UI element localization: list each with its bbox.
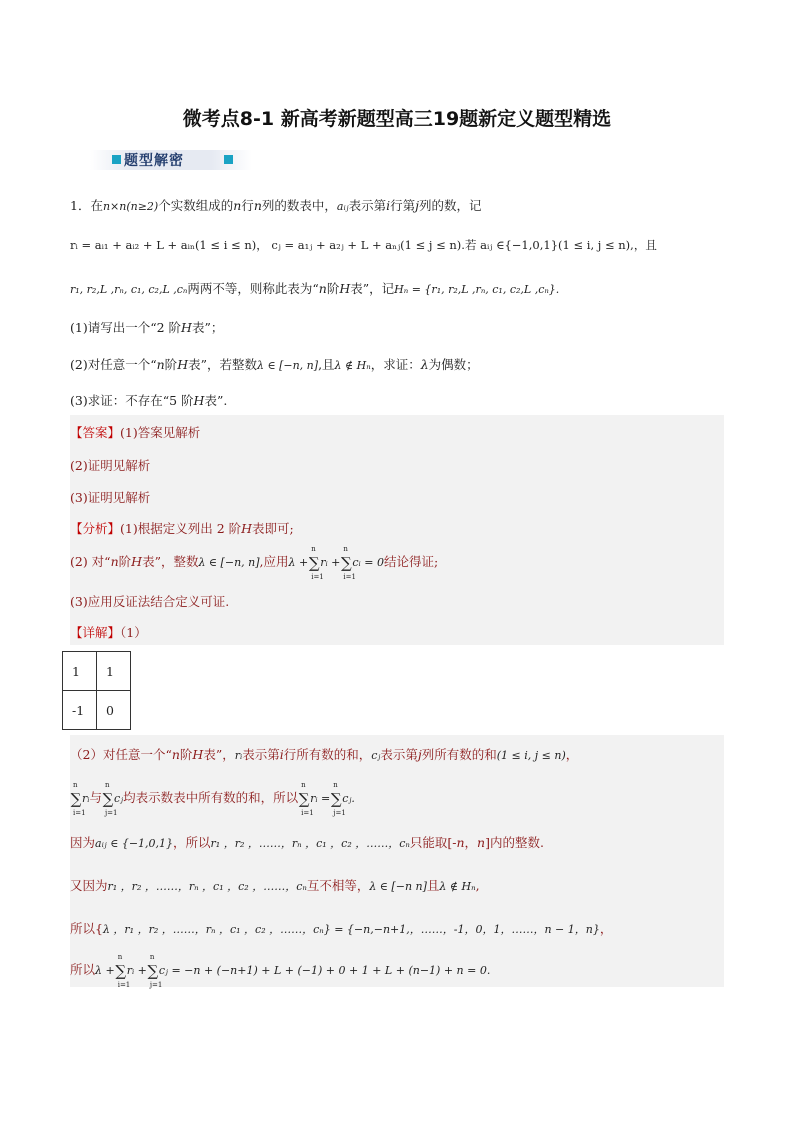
answer-line-3: (3)证明见解析 <box>70 490 151 505</box>
problem-line-1: 1．在n×n(n≥2)个实数组成的n行n列的数表中，aᵢⱼ表示第i行第j列的数，记 <box>70 198 482 213</box>
proof-line-5: 所以{λ ，r₁ ，r₂ ，……，rₙ ，c₁ ，c₂ ，……，cₙ} = {−n,−n+1,，……，-1，0，1，……，n − 1，n}， <box>70 921 613 936</box>
banner-label: 题型解密 <box>124 153 184 169</box>
question-3: (3)求证：不存在“5 阶H表”. <box>70 393 228 408</box>
proof-shade <box>70 735 724 987</box>
table-cell: -1 <box>63 691 97 730</box>
section-banner <box>90 148 252 172</box>
analysis-tag: 【分析】 <box>70 521 121 536</box>
analysis-line-1: 【分析】(1)根据定义列出 2 阶H表即可; <box>70 521 294 536</box>
proof-line-2: ∑ n i=1 rᵢ与∑ n j=1 cⱼ均表示数表中所有数的和，所以∑ n i=1 rᵢ =∑ n j=1 cⱼ. <box>70 780 355 817</box>
table-cell: 1 <box>97 652 131 691</box>
problem-line-2: rᵢ = aᵢ₁ + aᵢ₂ + L + aᵢₙ(1 ≤ i ≤ n)， cⱼ = a₁ⱼ + a₂ⱼ + L + aₙⱼ(1 ≤ j ≤ n).若 aᵢⱼ ∈{−1,0,1}(1 ≤ i, j ≤ n),，且 <box>70 238 657 252</box>
table-cell: 1 <box>63 652 97 691</box>
answer-line-2: (2)证明见解析 <box>70 458 151 473</box>
answer-analysis-shade <box>70 415 724 617</box>
answer-line-1: 【答案】(1)答案见解析 <box>70 425 201 440</box>
answer-tag: 【答案】 <box>70 425 121 440</box>
example-h-table <box>62 651 131 730</box>
square-bullet-icon <box>112 155 121 164</box>
question-2: (2)对任意一个“n阶H表”，若整数λ ∈ [−n, n],且λ ∉ Hₙ，求证：λ为偶数； <box>70 357 479 372</box>
table-cell: 0 <box>97 691 131 730</box>
question-1: (1)请写出一个“2 阶H表”； <box>70 320 224 335</box>
table-row <box>63 691 131 730</box>
table-row <box>63 652 131 691</box>
detail-line-1: 【详解】（1） <box>70 625 147 640</box>
proof-line-1: （2）对任意一个“n阶H表”，rᵢ表示第i行所有数的和，cⱼ表示第j列所有数的和(1 ≤ i, j ≤ n)， <box>70 747 579 762</box>
problem-line-3: r₁, r₂,L ,rₙ, c₁, c₂,L ,cₙ两两不等，则称此表为“n阶H表”，记Hₙ = {r₁, r₂,L ,rₙ, c₁, c₂,L ,cₙ}. <box>70 281 560 296</box>
proof-line-4: 又因为r₁ ，r₂ ，……，rₙ ，c₁ ，c₂ ，……，cₙ互不相等，λ ∈ [−n n]且λ ∉ Hₙ, <box>70 878 480 893</box>
analysis-line-2: (2) 对“n阶H表”，整数λ ∈ [−n, n],应用λ +∑ n i=1 rᵢ +∑ n i=1 cᵢ = 0结论得证; <box>70 544 439 581</box>
proof-line-6: 所以λ +∑ n i=1 rᵢ +∑ n j=1 cⱼ = −n + (−n+1) + L + (−1) + 0 + 1 + L + (n−1) + n = 0. <box>70 952 491 989</box>
page-title: 微考点8-1 新高考新题型高三19题新定义题型精选 <box>182 108 612 130</box>
analysis-line-3: (3)应用反证法结合定义可证. <box>70 594 230 609</box>
detail-header-shade <box>70 617 724 645</box>
detail-tag: 【详解】 <box>70 625 121 640</box>
proof-line-3: 因为aᵢⱼ ∈ {−1,0,1}，所以r₁ ，r₂ ，……，rₙ ，c₁ ，c₂ ，……，cₙ只能取[-n，n]内的整数. <box>70 835 544 850</box>
square-bullet-icon <box>224 155 233 164</box>
